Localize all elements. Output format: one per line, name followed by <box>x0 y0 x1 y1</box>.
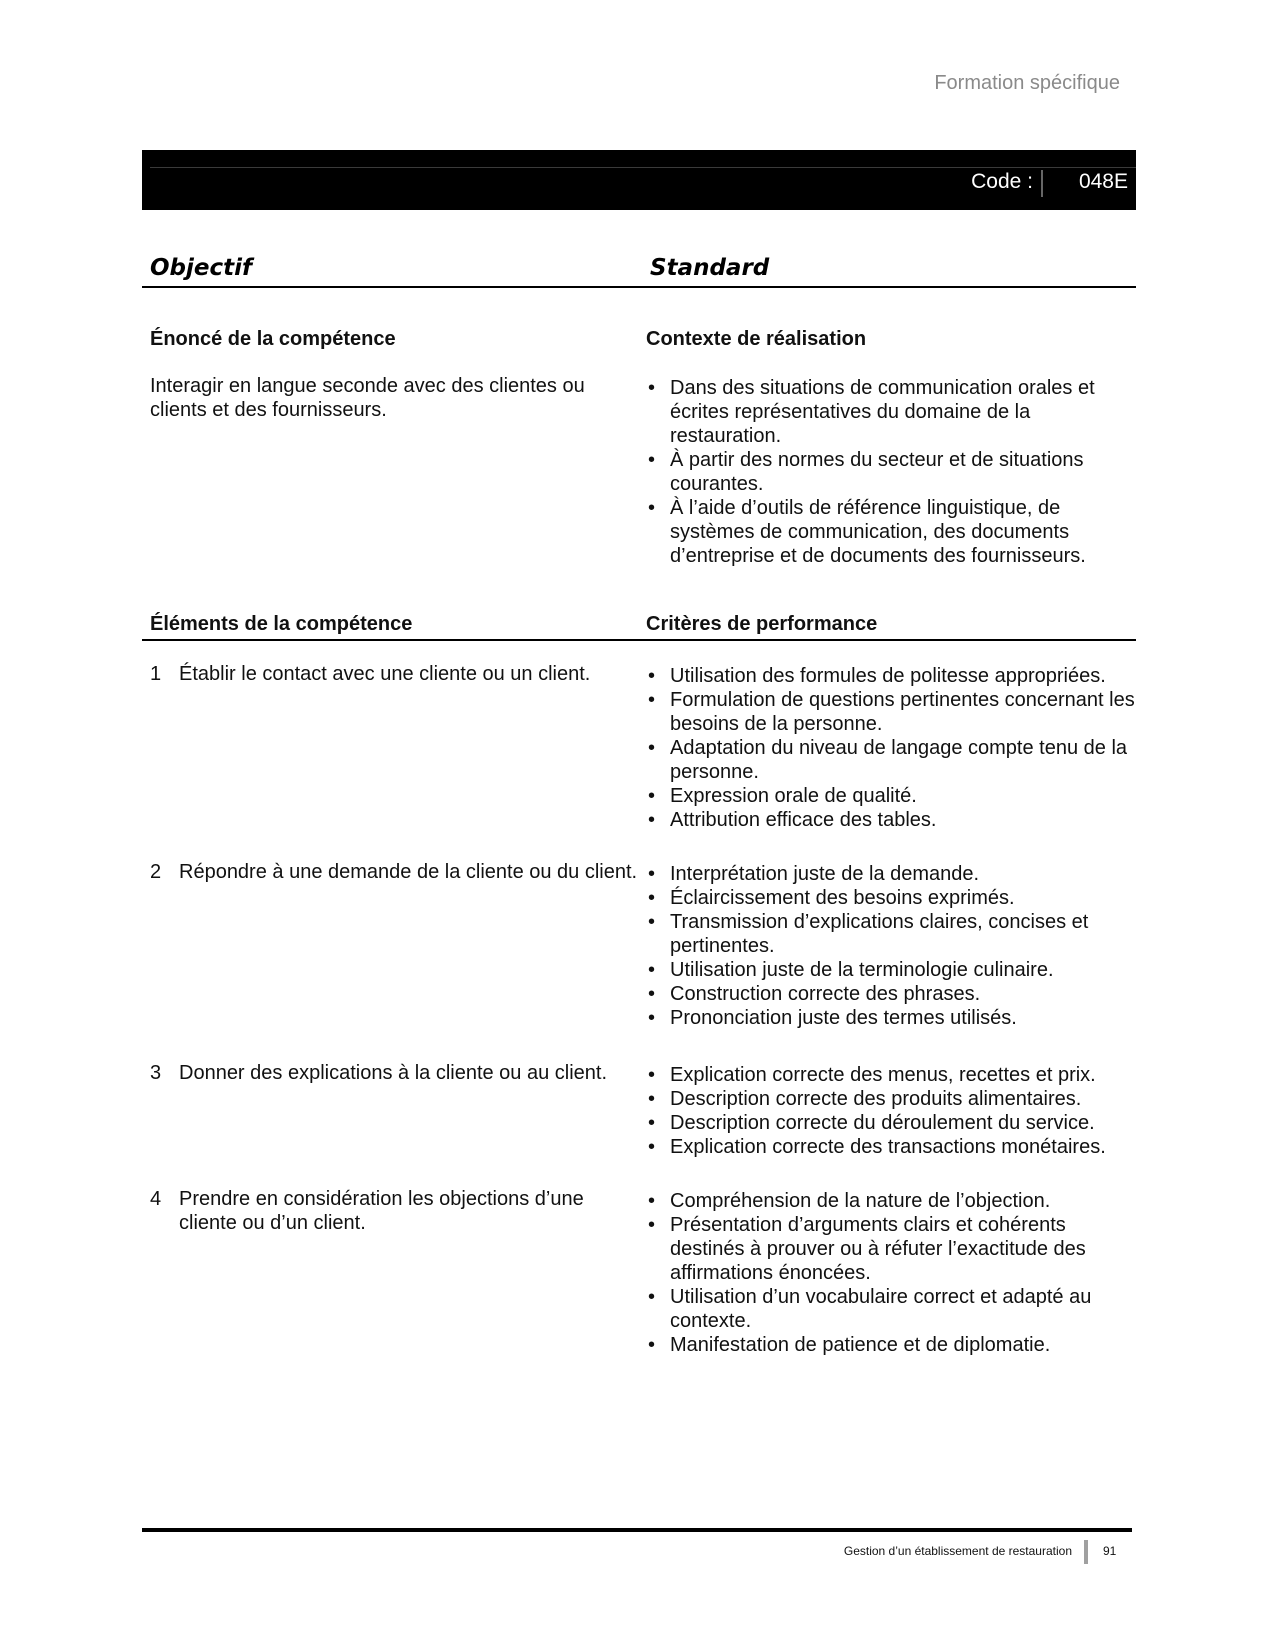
criteria-item: Compréhension de la nature de l’objection. <box>670 1190 1051 1212</box>
objectif-heading: Objectif <box>150 255 253 281</box>
element-text: Répondre à une demande de la cliente ou du client. <box>179 861 638 883</box>
list-item <box>646 1135 1136 1159</box>
criteria-item: Attribution efficace des tables. <box>670 809 937 831</box>
criteria-item: Utilisation des formules de politesse appropriées. <box>670 665 1106 687</box>
criteria-item: Prononciation juste des termes utilisés. <box>670 1007 1017 1029</box>
list-item <box>646 784 1136 808</box>
list-item <box>646 496 1136 568</box>
contexte-title: Contexte de réalisation <box>646 328 867 350</box>
element-text: Prendre en considération les objections d’une cliente ou d’un client. <box>179 1188 584 1234</box>
contexte-item: À l’aide d’outils de référence linguistique, de systèmes de communication, des documents d’entreprise et de documents des fournisseurs. <box>670 497 1086 567</box>
elements-title: Éléments de la compétence <box>150 613 413 635</box>
list-item <box>646 448 1136 496</box>
bullet-icon: • <box>648 377 656 399</box>
bullet-icon: • <box>648 1112 656 1134</box>
bullet-icon: • <box>648 1007 656 1029</box>
element-text: Établir le contact avec une cliente ou un client. <box>179 663 591 685</box>
criteria-item: Utilisation d’un vocabulaire correct et adapté au contexte. <box>670 1286 1092 1332</box>
bullet-icon: • <box>648 863 656 885</box>
list-item <box>646 1006 1136 1030</box>
contexte-item: Dans des situations de communication orales et écrites représentatives du domaine de la restauration. <box>670 377 1095 447</box>
list-item <box>646 1333 1136 1357</box>
page-number: 91 <box>1103 1544 1117 1558</box>
bullet-icon: • <box>648 911 656 933</box>
criteria-item: Explication correcte des transactions monétaires. <box>670 1136 1106 1158</box>
criteria-list <box>646 862 1136 1030</box>
contexte-list <box>646 376 1136 568</box>
list-item <box>646 1189 1136 1213</box>
footer-separator <box>1084 1540 1088 1564</box>
bullet-icon: • <box>648 785 656 807</box>
criteria-item: Présentation d’arguments clairs et cohérents destinés à prouver ou à réfuter l’exactitude des affirmations énoncées. <box>670 1214 1086 1284</box>
criteria-item: Manifestation de patience et de diplomatie. <box>670 1334 1051 1356</box>
bullet-icon: • <box>648 1334 656 1356</box>
list-item <box>646 1213 1136 1285</box>
element-item <box>150 860 640 884</box>
list-item <box>646 1087 1136 1111</box>
criteria-item: Utilisation juste de la terminologie culinaire. <box>670 959 1054 981</box>
list-item <box>646 376 1136 448</box>
list-item <box>646 910 1136 958</box>
footer-title: Gestion d’un établissement de restauration <box>843 1544 1072 1558</box>
list-item <box>646 688 1136 736</box>
bullet-icon: • <box>648 1214 656 1236</box>
criteria-item: Adaptation du niveau de langage compte tenu de la personne. <box>670 737 1128 783</box>
list-item <box>646 982 1136 1006</box>
code-label: Code : <box>971 170 1033 193</box>
list-item <box>646 664 1136 688</box>
standard-heading: Standard <box>650 255 770 281</box>
footer-rule <box>142 1528 1132 1532</box>
bullet-icon: • <box>648 737 656 759</box>
criteria-item: Description correcte du déroulement du service. <box>670 1112 1095 1134</box>
element-number: 2 <box>150 861 162 883</box>
criteria-list <box>646 1189 1136 1357</box>
criteria-item: Expression orale de qualité. <box>670 785 917 807</box>
list-item <box>646 808 1136 832</box>
criteria-item: Formulation de questions pertinentes concernant les besoins de la personne. <box>670 689 1135 735</box>
element-item <box>150 662 640 686</box>
list-item <box>646 1111 1136 1135</box>
criteria-item: Construction correcte des phrases. <box>670 983 981 1005</box>
element-item <box>150 1187 640 1235</box>
criteria-item: Transmission d’explications claires, concises et pertinentes. <box>670 911 1089 957</box>
list-item <box>646 736 1136 784</box>
code-value: 048E <box>1078 170 1128 193</box>
bullet-icon: • <box>648 449 656 471</box>
element-item <box>150 1061 640 1085</box>
criteria-item: Interprétation juste de la demande. <box>670 863 980 885</box>
criteria-list <box>646 1063 1136 1159</box>
enonce-title: Énoncé de la compétence <box>150 328 396 350</box>
list-item <box>646 958 1136 982</box>
element-number: 1 <box>150 663 162 685</box>
section-rule <box>142 639 1136 641</box>
bullet-icon: • <box>648 959 656 981</box>
criteria-list <box>646 664 1136 832</box>
bullet-icon: • <box>648 689 656 711</box>
code-separator <box>1041 170 1043 197</box>
bullet-icon: • <box>648 887 656 909</box>
enonce-text: Interagir en langue seconde avec des clientes ou clients et des fournisseurs. <box>150 375 585 421</box>
bullet-icon: • <box>648 497 656 519</box>
list-item <box>646 886 1136 910</box>
bullet-icon: • <box>648 1286 656 1308</box>
criteres-title: Critères de performance <box>646 613 878 635</box>
element-text: Donner des explications à la cliente ou au client. <box>179 1062 608 1084</box>
code-bar <box>142 150 1136 210</box>
list-item <box>646 1285 1136 1333</box>
criteria-item: Éclaircissement des besoins exprimés. <box>670 887 1015 909</box>
bullet-icon: • <box>648 1190 656 1212</box>
bullet-icon: • <box>648 665 656 687</box>
bullet-icon: • <box>648 1088 656 1110</box>
criteria-item: Description correcte des produits alimentaires. <box>670 1088 1082 1110</box>
bullet-icon: • <box>648 983 656 1005</box>
list-item <box>646 1063 1136 1087</box>
heading-rule <box>142 286 1136 288</box>
bullet-icon: • <box>648 1064 656 1086</box>
contexte-item: À partir des normes du secteur et de situations courantes. <box>670 449 1084 495</box>
code-bar-divider <box>150 167 1136 168</box>
list-item <box>646 862 1136 886</box>
bullet-icon: • <box>648 809 656 831</box>
section-header: Formation spécifique <box>934 72 1120 94</box>
element-number: 4 <box>150 1188 162 1210</box>
bullet-icon: • <box>648 1136 656 1158</box>
criteria-item: Explication correcte des menus, recettes et prix. <box>670 1064 1096 1086</box>
element-number: 3 <box>150 1062 162 1084</box>
